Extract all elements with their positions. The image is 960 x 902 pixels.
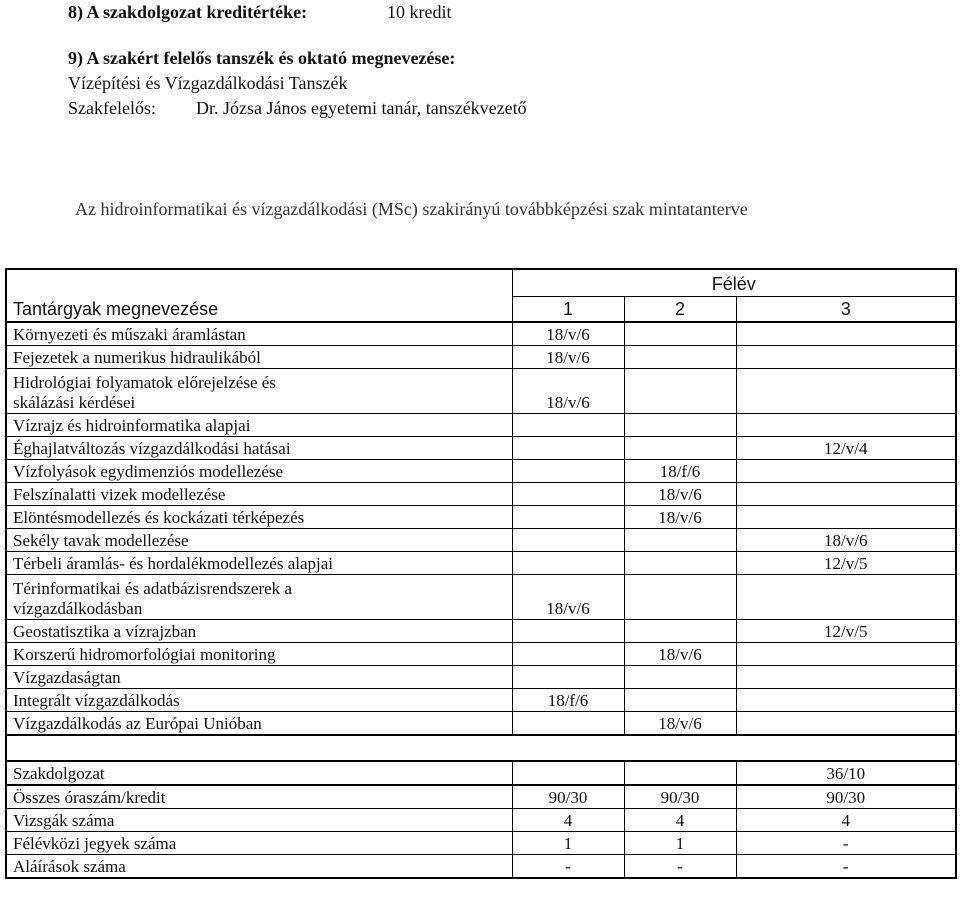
- summary-semester-1: 1: [512, 832, 624, 855]
- semester-2-cell: 18/v/6: [624, 483, 736, 506]
- summary-semester-2: 1: [624, 832, 736, 855]
- semester-3-cell: [736, 322, 956, 346]
- subject-name: Elöntésmodellezés és kockázati térképezés: [6, 506, 512, 529]
- table-row: [6, 529, 956, 552]
- semester-header-row: [6, 269, 956, 297]
- semester-2-cell: [624, 666, 736, 689]
- summary-semester-1: -: [512, 855, 624, 879]
- thesis-semester-2: [624, 761, 736, 785]
- subject-name: Térbeli áramlás- és hordalékmodellezés alapjai: [6, 552, 512, 575]
- semester-3-cell: [736, 460, 956, 483]
- semester-1-cell: 18/f/6: [512, 689, 624, 712]
- summary-semester-3: 4: [736, 809, 956, 832]
- semester-2-cell: [624, 346, 736, 369]
- thesis-semester-1: [512, 761, 624, 785]
- semester-1-cell: [512, 666, 624, 689]
- subject-name: Vízgazdálkodás az Európai Unióban: [6, 712, 512, 736]
- semester-3-cell: 18/v/6: [736, 529, 956, 552]
- subject-name: Fejezetek a numerikus hidraulikából: [6, 346, 512, 369]
- semester-1-cell: 18/v/6: [512, 369, 624, 414]
- subject-name: Vízgazdaságtan: [6, 666, 512, 689]
- subject-name: [6, 369, 512, 414]
- summary-semester-1: 90/30: [512, 785, 624, 809]
- table-row: [6, 643, 956, 666]
- semester-2-cell: [624, 552, 736, 575]
- semester-1-cell: [512, 483, 624, 506]
- semester-3-cell: 12/v/4: [736, 437, 956, 460]
- semester-2-cell: 18/v/6: [624, 712, 736, 736]
- subject-name: [6, 575, 512, 620]
- table-row: [6, 712, 956, 736]
- spacer-row: [6, 735, 956, 761]
- semester-1-cell: 18/v/6: [512, 322, 624, 346]
- semester-3-cell: [736, 369, 956, 414]
- subject-name: Korszerű hidromorfológiai monitoring: [6, 643, 512, 666]
- semester-1-cell: [512, 460, 624, 483]
- semester-2-cell: 18/v/6: [624, 643, 736, 666]
- department-name: Vízépítési és Vízgazdálkodási Tanszék: [68, 73, 348, 93]
- semester-3-cell: [736, 666, 956, 689]
- summary-label: Félévközi jegyek száma: [6, 832, 512, 855]
- semester-1-cell: [512, 529, 624, 552]
- semester-3-cell: 12/v/5: [736, 620, 956, 643]
- table-row: [6, 369, 956, 414]
- table-row: [6, 414, 956, 437]
- section-8-heading: 8) A szakdolgozat kreditértéke:: [68, 2, 308, 22]
- summary-semester-3: 90/30: [736, 785, 956, 809]
- semester-1-cell: 18/v/6: [512, 575, 624, 620]
- section-9-heading: 9) A szakért felelős tanszék és oktató megnevezése:: [68, 48, 456, 68]
- subject-name-line-1: Hidrológiai folyamatok előrejelzése és: [13, 373, 276, 392]
- thesis-label: Szakdolgozat: [6, 761, 512, 785]
- summary-semester-2: 90/30: [624, 785, 736, 809]
- summary-label: Összes óraszám/kredit: [6, 785, 512, 809]
- semester-3-cell: [736, 346, 956, 369]
- subject-name: Éghajlatváltozás vízgazdálkodási hatásai: [6, 437, 512, 460]
- semester-1-cell: [512, 712, 624, 736]
- table-row: [6, 483, 956, 506]
- responsible-name: Dr. Józsa János egyetemi tanár, tanszékvezető: [196, 98, 527, 118]
- table-row: [6, 460, 956, 483]
- subject-name-line-2: skálázási kérdései: [13, 393, 136, 412]
- column-header-row: [6, 297, 956, 323]
- table-row: [6, 506, 956, 529]
- table-row: [6, 620, 956, 643]
- summary-label: Aláírások száma: [6, 855, 512, 879]
- semester-1-cell: [512, 414, 624, 437]
- semester-3-cell: [736, 575, 956, 620]
- responsible-label: Szakfelelős:: [68, 98, 156, 118]
- summary-semester-2: 4: [624, 809, 736, 832]
- semester-3-cell: [736, 414, 956, 437]
- semester-1-cell: 18/v/6: [512, 346, 624, 369]
- semester-3-cell: [736, 506, 956, 529]
- subject-name: Sekély tavak modellezése: [6, 529, 512, 552]
- semester-1-header: 1: [512, 297, 624, 323]
- table-row: [6, 552, 956, 575]
- semester-3-cell: [736, 712, 956, 736]
- table-row: [6, 689, 956, 712]
- subject-column-header: Tantárgyak megnevezése: [6, 297, 512, 323]
- summary-semester-1: 4: [512, 809, 624, 832]
- semester-1-cell: [512, 620, 624, 643]
- summary-semester-2: -: [624, 855, 736, 879]
- semester-3-header: 3: [736, 297, 956, 323]
- summary-row: [6, 785, 956, 809]
- subject-name: Vízfolyások egydimenziós modellezése: [6, 460, 512, 483]
- semester-2-cell: [624, 437, 736, 460]
- curriculum-table: [5, 268, 957, 879]
- subject-name: Integrált vízgazdálkodás: [6, 689, 512, 712]
- semester-1-cell: [512, 552, 624, 575]
- semester-3-cell: 12/v/5: [736, 552, 956, 575]
- table-row: [6, 322, 956, 346]
- summary-label: Vizsgák száma: [6, 809, 512, 832]
- semester-2-cell: [624, 529, 736, 552]
- subject-name: Geostatisztika a vízrajzban: [6, 620, 512, 643]
- semester-3-cell: [736, 689, 956, 712]
- semester-header: Félév: [512, 269, 956, 297]
- semester-2-cell: [624, 689, 736, 712]
- summary-row: [6, 855, 956, 879]
- thesis-semester-3: 36/10: [736, 761, 956, 785]
- semester-2-cell: [624, 620, 736, 643]
- summary-row: [6, 809, 956, 832]
- thesis-credit-value: 10 kredit: [387, 2, 452, 22]
- subject-name-line-2: vízgazdálkodásban: [13, 599, 143, 618]
- semester-3-cell: [736, 643, 956, 666]
- semester-2-cell: 18/f/6: [624, 460, 736, 483]
- semester-2-cell: [624, 369, 736, 414]
- summary-row: [6, 832, 956, 855]
- subject-name: Vízrajz és hidroinformatika alapjai: [6, 414, 512, 437]
- semester-2-cell: [624, 575, 736, 620]
- subject-name: Környezeti és műszaki áramlástan: [6, 322, 512, 346]
- curriculum-title: Az hidroinformatikai és vízgazdálkodási (MSc) szakirányú továbbképzési szak mintatanterve: [75, 199, 748, 219]
- table-row: [6, 437, 956, 460]
- semester-2-cell: [624, 414, 736, 437]
- semester-2-cell: 18/v/6: [624, 506, 736, 529]
- table-row: [6, 666, 956, 689]
- summary-semester-3: -: [736, 855, 956, 879]
- summary-semester-3: -: [736, 832, 956, 855]
- semester-2-header: 2: [624, 297, 736, 323]
- table-row: [6, 575, 956, 620]
- subject-name-line-1: Térinformatikai és adatbázisrendszerek a: [13, 579, 292, 598]
- semester-1-cell: [512, 643, 624, 666]
- semester-3-cell: [736, 483, 956, 506]
- semester-2-cell: [624, 322, 736, 346]
- thesis-row: [6, 761, 956, 785]
- semester-1-cell: [512, 506, 624, 529]
- subject-name: Felszínalatti vizek modellezése: [6, 483, 512, 506]
- table-row: [6, 346, 956, 369]
- semester-1-cell: [512, 437, 624, 460]
